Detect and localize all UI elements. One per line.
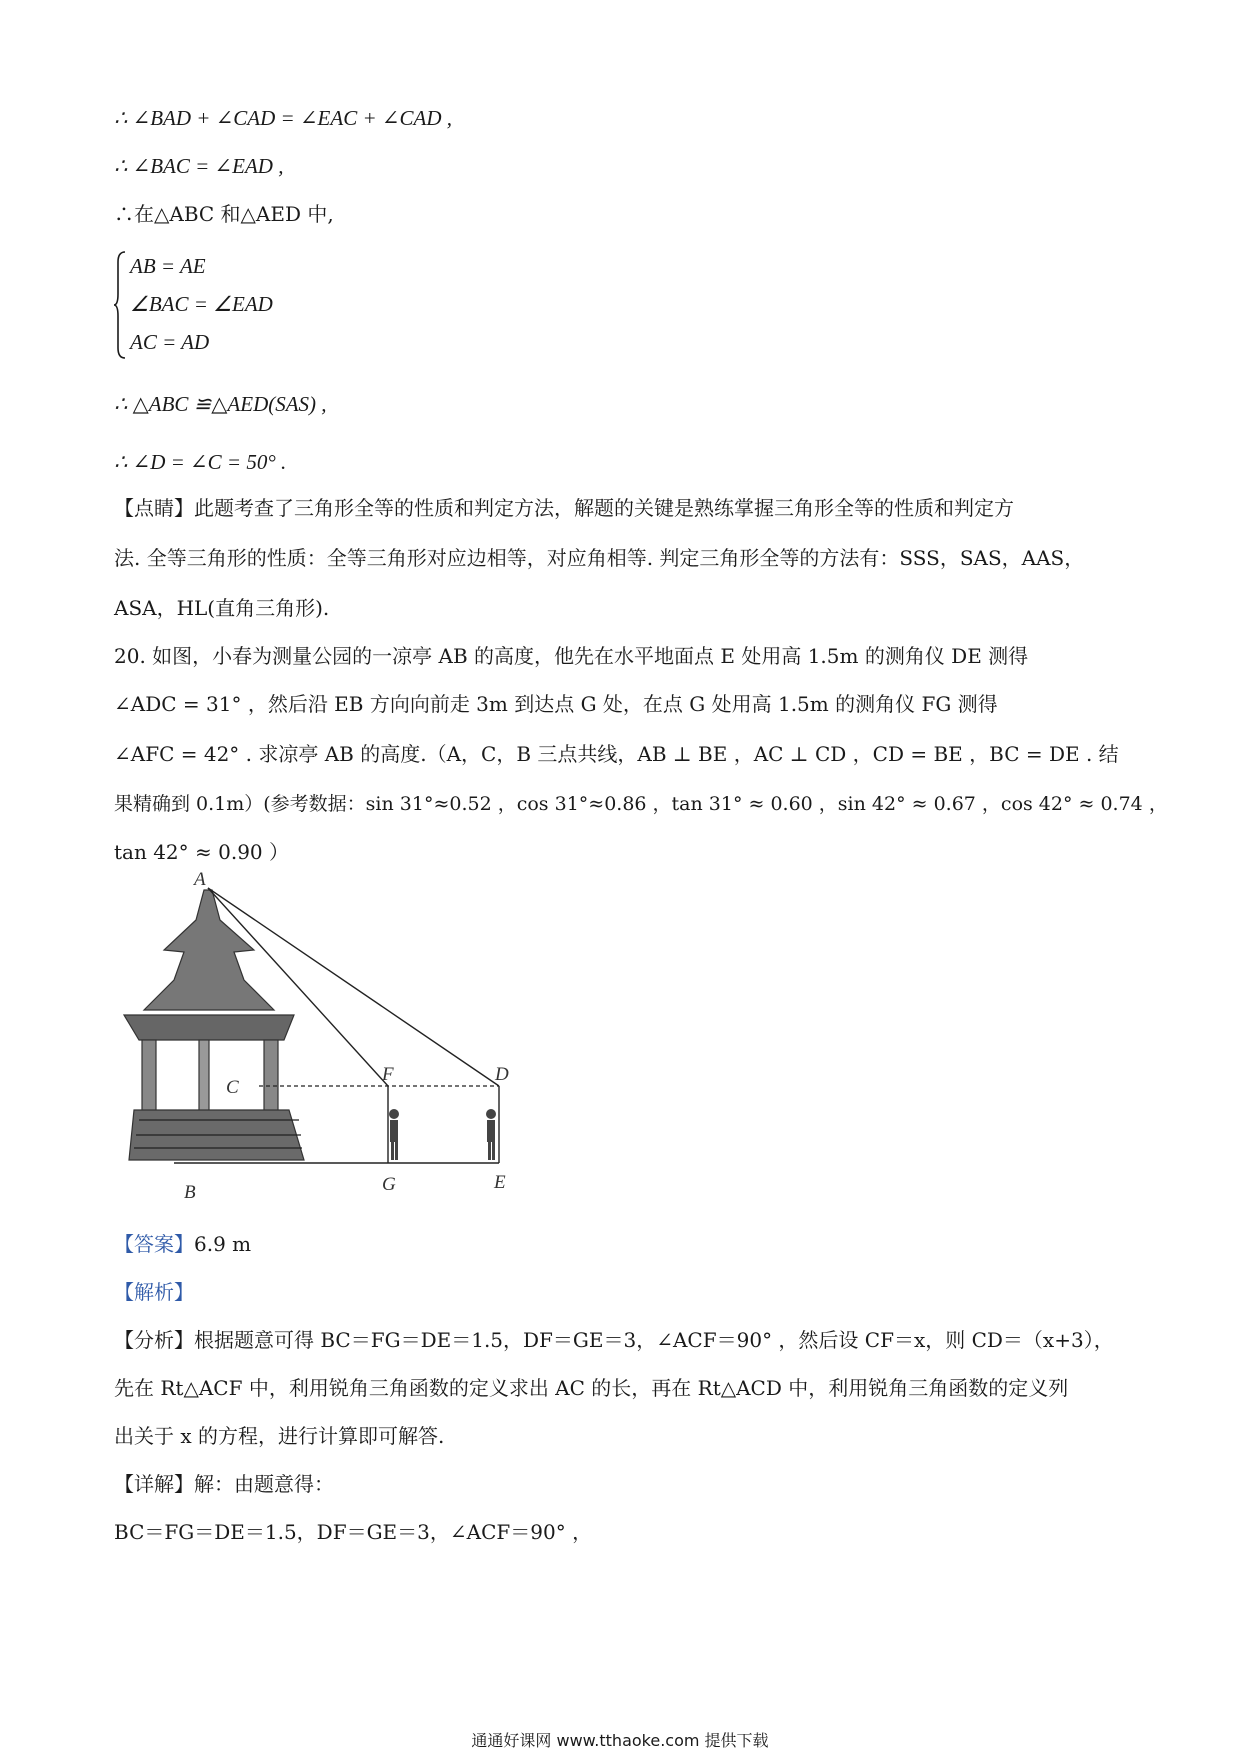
label-e: E (494, 1172, 506, 1193)
fenxi-line-1: 【分析】根据题意可得 BC＝FG＝DE＝1.5，DF＝GE＝3，∠ACF＝90° ，然后设 CF＝x，则 CD＝（x+3）， (114, 1328, 1114, 1352)
dianjing-line-2: 法. 全等三角形的性质：全等三角形对应边相等，对应角相等. 判定三角形全等的方法有：SSS，SAS，AAS， (114, 546, 1085, 570)
proof-line-4: ∴ △ABC ≌△AED(SAS) , (114, 392, 327, 416)
observer-icon-g (389, 1109, 399, 1160)
question-line-5: tan 42° ≈ 0.90 ） (114, 840, 290, 864)
answer-line (114, 1230, 251, 1258)
question-line-1: 20. 如图，小春为测量公园的一凉亭 AB 的高度，他先在水平地面点 E 处用高 1.5m 的测角仪 DE 测得 (114, 644, 1029, 668)
answer-tag: 【答案】 (114, 1232, 194, 1256)
label-b: B (184, 1182, 196, 1203)
proof-line-2: ∴ ∠BAC = ∠EAD , (114, 154, 284, 178)
question-line-2: ∠ADC = 31° ，然后沿 EB 方向向前走 3m 到达点 G 处，在点 G 处用高 1.5m 的测角仪 FG 测得 (114, 692, 998, 716)
system-line-2: ∠BAC = ∠EAD (130, 292, 273, 316)
proof-line-3: ∴在△ABC 和△AED 中, (114, 202, 334, 226)
question-line-3: ∠AFC = 42° . 求凉亭 AB 的高度.（A，C，B 三点共线，AB ⊥ BE ，AC ⊥ CD ，CD = BE ，BC = DE . 结 (114, 742, 1119, 766)
fenxi-line-2: 先在 Rt△ACF 中，利用锐角三角函数的定义求出 AC 的长，再在 Rt△ACD 中，利用锐角三角函数的定义列 (114, 1376, 1069, 1400)
dianjing-line-1: 【点睛】此题考查了三角形全等的性质和判定方法，解题的关键是熟练掌握三角形全等的性质和判定方 (114, 496, 1014, 520)
observer-icon-e (486, 1109, 496, 1160)
brace-icon (114, 250, 126, 360)
dianjing-line-3: ASA，HL(直角三角形). (114, 596, 330, 620)
fenxi-line-3: 出关于 x 的方程，进行计算即可解答. (114, 1424, 445, 1448)
answer-value: 6.9 m (194, 1232, 252, 1256)
label-a: A (194, 869, 206, 890)
pavilion-drawing (124, 890, 304, 1160)
label-f: F (382, 1064, 394, 1085)
xiangjie-line-2: BC＝FG＝DE＝1.5，DF＝GE＝3，∠ACF＝90° ， (114, 1520, 593, 1544)
proof-line-1: ∴ ∠BAD + ∠CAD = ∠EAC + ∠CAD , (114, 106, 452, 130)
system-line-1: AB = AE (130, 254, 206, 278)
label-g: G (382, 1174, 396, 1195)
xiangjie-line-1: 【详解】解：由题意得： (114, 1472, 334, 1496)
label-d: D (495, 1064, 509, 1085)
jiexi-tag: 【解析】 (114, 1280, 194, 1304)
label-c: C (226, 1077, 239, 1098)
proof-line-5: ∴ ∠D = ∠C = 50° . (114, 450, 287, 474)
footer-text: 通通好课网 www.tthaoke.com 提供下载 (471, 1731, 769, 1750)
question-line-4: 果精确到 0.1m）(参考数据：sin 31°≈0.52 ，cos 31°≈0.86 ，tan 31° ≈ 0.60 ，sin 42° ≈ 0.67 ，cos 42° ≈ 0.74 ， (114, 793, 1168, 815)
system-line-3: AC = AD (130, 330, 210, 354)
pavilion-figure (114, 869, 584, 1215)
